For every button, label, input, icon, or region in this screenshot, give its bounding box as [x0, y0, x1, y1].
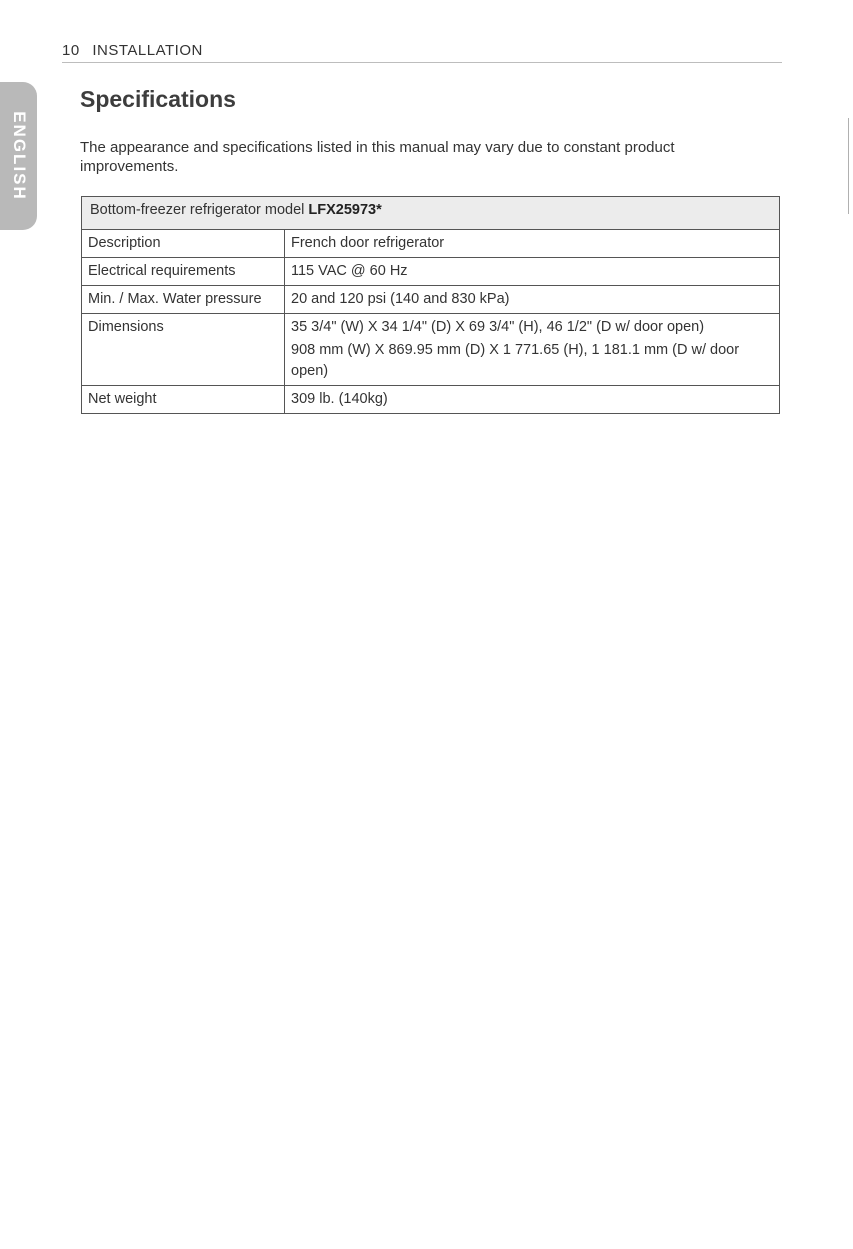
model-number: LFX25973*: [308, 202, 382, 218]
row-value: 309 lb. (140kg): [285, 386, 780, 414]
margin-rule: [848, 118, 849, 214]
model-prefix: Bottom-freezer refrigerator model: [90, 202, 309, 218]
row-label: Net weight: [82, 386, 285, 414]
row-label: Dimensions: [82, 314, 285, 386]
specifications-table: [81, 196, 780, 414]
model-cell: [82, 197, 780, 230]
dimensions-metric: 908 mm (W) X 869.95 mm (D) X 1 771.65 (H), 1 181.1 mm (D w/ door open): [291, 342, 740, 379]
page-number: 10: [62, 42, 80, 59]
table-row: [82, 230, 780, 258]
language-tab: [0, 82, 37, 230]
table-row: [82, 314, 780, 386]
row-label: Min. / Max. Water pressure: [82, 286, 285, 314]
table-row: [82, 258, 780, 286]
row-value: 115 VAC @ 60 Hz: [285, 258, 780, 286]
page-title: Specifications: [80, 86, 236, 112]
page-header: [62, 42, 782, 63]
model-row: [82, 197, 780, 230]
row-label: Electrical requirements: [82, 258, 285, 286]
table-row: [82, 386, 780, 414]
row-value: 20 and 120 psi (140 and 830 kPa): [285, 286, 780, 314]
language-tab-label: ENGLISH: [9, 111, 29, 201]
row-label: Description: [82, 230, 285, 258]
dimensions-imperial: 35 3/4" (W) X 34 1/4" (D) X 69 3/4" (H), 46 1/2" (D w/ door open): [291, 319, 705, 335]
intro-paragraph: The appearance and specifications listed in this manual may vary due to constant product improvements.: [80, 139, 675, 175]
row-value: French door refrigerator: [285, 230, 780, 258]
section-title: INSTALLATION: [92, 42, 203, 59]
table-row: [82, 286, 780, 314]
row-value: [285, 314, 780, 386]
